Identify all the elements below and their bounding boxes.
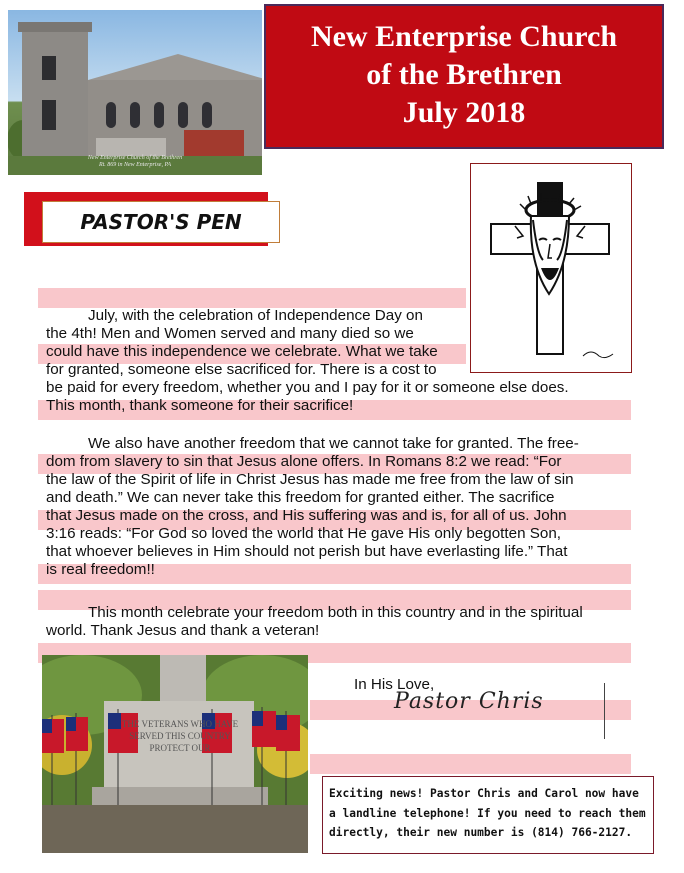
text-line: the law of the Spirit of life in Christ Jesus has made me free from the law of sin xyxy=(46,471,574,488)
text-line: for granted, someone else sacrificed for. There is a cost to xyxy=(46,361,437,378)
veterans-memorial-photo xyxy=(42,655,308,853)
memorial-inscription-line1: THE VETERANS WHO HAVE xyxy=(121,719,239,729)
news-line: directly, their new number is (814) 766-2127. xyxy=(329,826,633,839)
photo-caption-line1: New Enterprise Church of the Brethren xyxy=(87,155,183,161)
title-date: July 2018 xyxy=(402,96,526,129)
text-line: world. Thank Jesus and thank a veteran! xyxy=(46,622,320,639)
stripe xyxy=(310,754,631,774)
stripe xyxy=(38,288,466,308)
divider xyxy=(604,683,605,739)
text-line: be paid for every freedom, whether you and I pay for it or someone else does. xyxy=(46,379,569,396)
text-line: that Jesus made on the cross, and His suffering was and is, for all of us. John xyxy=(46,507,567,524)
memorial-inscription-line2: SERVED THIS COUNTRY xyxy=(129,731,231,741)
text-line: is real freedom!! xyxy=(46,561,155,578)
photo-caption-line2: Rt. 869 in New Enterprise, PA xyxy=(98,162,172,168)
text-line: and death.” We can never take this freedom for granted either. The sacrifice xyxy=(46,489,555,506)
text-line: We also have another freedom that we cannot take for granted. The free- xyxy=(88,435,579,452)
text-line: This month, thank someone for their sacrifice! xyxy=(46,397,354,414)
text-line: This month celebrate your freedom both in this country and in the spiritual xyxy=(88,604,583,621)
title-line2: of the Brethren xyxy=(366,58,562,91)
section-heading: PASTOR'S PEN xyxy=(42,201,280,243)
title-banner xyxy=(264,4,664,149)
text-line: the 4th! Men and Women served and many died so we xyxy=(46,325,414,342)
text-line: could have this independence we celebrate. What we take xyxy=(46,343,438,360)
news-line: a landline telephone! If you need to reach them xyxy=(329,806,646,820)
pastor-signature: Pastor Chris xyxy=(394,689,544,714)
title-line1: New Enterprise Church xyxy=(310,20,618,53)
paragraph-1 xyxy=(46,307,636,415)
photo-caption xyxy=(8,155,262,169)
closing-text: In His Love, xyxy=(354,676,435,693)
text-line: dom from slavery to sin that Jesus alone offers. In Romans 8:2 we read: “For xyxy=(46,453,562,470)
memorial-inscription-line3: PROTECT OUR xyxy=(149,743,211,753)
news-line: Exciting news! Pastor Chris and Carol now have xyxy=(329,787,639,800)
news-announcement-box xyxy=(322,776,654,854)
text-line: that whoever believes in Him should not perish but have everlasting life.” That xyxy=(46,543,568,560)
text-line: 3:16 reads: “For God so loved the world that He gave His only begotten Son, xyxy=(46,525,561,542)
paragraph-3 xyxy=(46,604,636,640)
text-line: July, with the celebration of Independence Day on xyxy=(88,307,423,324)
paragraph-2 xyxy=(46,435,636,579)
church-photo xyxy=(8,10,262,175)
